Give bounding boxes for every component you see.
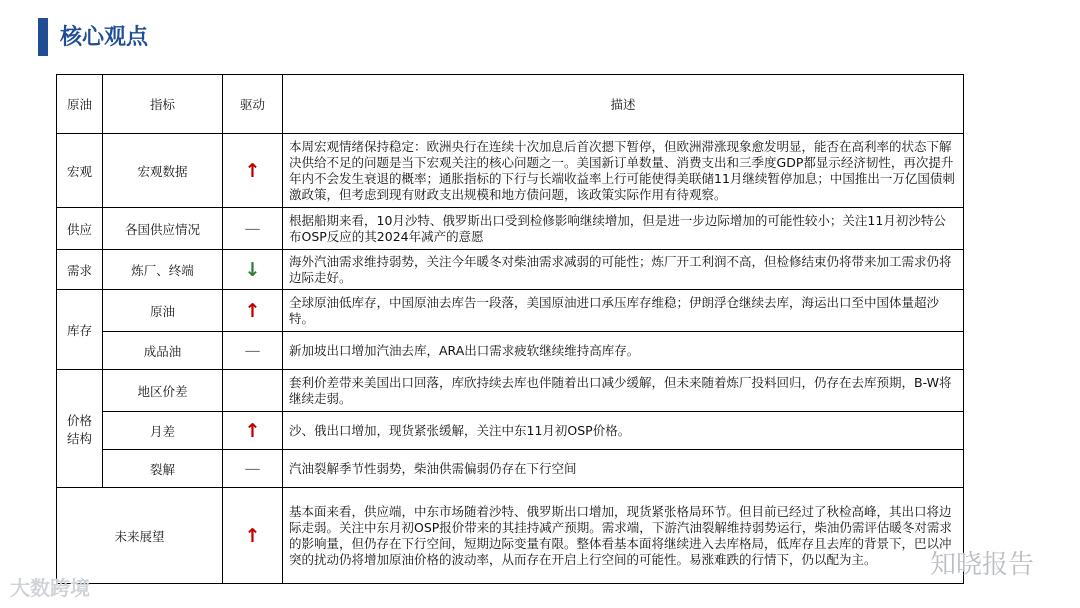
indicator-cell: 各国供应情况 (103, 208, 223, 250)
category-cell: 库存 (57, 290, 103, 370)
category-cell: 未来展望 (57, 488, 223, 584)
driver-cell (223, 250, 283, 290)
driver-cell (223, 412, 283, 450)
arrow-up-icon: ↑ (244, 299, 261, 322)
col-header-crude: 原油 (57, 75, 103, 134)
driver-cell (223, 370, 283, 412)
indicator-cell: 炼厂、终端 (103, 250, 223, 290)
table-header-row (57, 75, 964, 134)
description-cell: 海外汽油需求维持弱势，关注今年暖冬对柴油需求减弱的可能性；炼厂开工利润不高，但检修结束仍将带来加工需求仍将边际走好。 (283, 250, 964, 290)
indicator-cell: 原油 (103, 290, 223, 332)
dash-icon: — (244, 341, 261, 360)
table-row (57, 134, 964, 208)
category-cell: 供应 (57, 208, 103, 250)
table-row (57, 412, 964, 450)
table-row (57, 488, 964, 584)
category-cell: 价格结构 (57, 370, 103, 488)
driver-cell (223, 450, 283, 488)
indicator-cell: 裂解 (103, 450, 223, 488)
core-views-table (56, 74, 964, 584)
watermark-right: 知晓报告 (930, 550, 1035, 580)
description-cell: 根据船期来看，10月沙特、俄罗斯出口受到检修影响继续增加，但是进一步边际增加的可能性较小；关注11月初沙特公布OSP反应的其2024年减产的意愿 (283, 208, 964, 250)
description-cell: 本周宏观情绪保持稳定：欧洲央行在连续十次加息后首次摁下暂停，但欧洲滞涨现象愈发明显，能否在高利率的状态下解决供给不足的问题是当下宏观关注的核心问题之一。美国新订单数量、消费支出和三季度GDP都显示经济韧性，再次提升年内不会发生衰退的概率；通胀指标的下行与长端收益率上行可能使得美联储11月继续暂停加息；中国推出一万亿国债刺激政策，但考虑到现有财政支出规模和地方债问题，该政策实际作用有待观察。 (283, 134, 964, 208)
table-row (57, 208, 964, 250)
watermark-left: 大数跨境 (10, 576, 90, 600)
col-header-driver: 驱动 (223, 75, 283, 134)
table-row (57, 290, 964, 332)
arrow-down-icon: ↓ (244, 258, 261, 281)
description-cell: 沙、俄出口增加，现货紧张缓解，关注中东11月初OSP价格。 (283, 412, 964, 450)
dash-icon: — (244, 459, 261, 478)
description-cell: 套利价差带来美国出口回落，库欣持续去库也伴随着出口减少缓解，但未来随着炼厂投料回归，仍存在去库预期，B-W将继续走弱。 (283, 370, 964, 412)
driver-cell (223, 134, 283, 208)
category-cell: 宏观 (57, 134, 103, 208)
arrow-up-icon: ↑ (244, 159, 261, 182)
driver-cell (223, 208, 283, 250)
table-row (57, 250, 964, 290)
description-cell: 汽油裂解季节性弱势，柴油供需偏弱仍存在下行空间 (283, 450, 964, 488)
arrow-up-icon: ↑ (244, 524, 261, 547)
indicator-cell: 成品油 (103, 332, 223, 370)
page-title: 核心观点 (60, 25, 149, 50)
table-row (57, 370, 964, 412)
category-cell: 需求 (57, 250, 103, 290)
arrow-up-icon: ↑ (244, 419, 261, 442)
title-accent-bar (38, 18, 48, 56)
description-cell: 全球原油低库存，中国原油去库告一段落，美国原油进口承压库存维稳；伊朗浮仓继续去库，海运出口至中国体量超沙特。 (283, 290, 964, 332)
table-row (57, 450, 964, 488)
driver-cell (223, 488, 283, 584)
col-header-description: 描述 (283, 75, 964, 134)
description-cell: 基本面来看，供应端，中东市场随着沙特、俄罗斯出口增加，现货紧张格局环节。但目前已经过了秋检高峰，其出口将边际走弱。关注中东月初OSP报价带来的其挂持减产预期。需求端，下游汽油裂解维持弱势运行，柴油仍需评估暖冬对需求的影响量，但仍存在下行空间，短期边际变量有限。整体看基本面将继续进入去库格局，低库存且去库的背景下，巴以冲突的扰动仍将增加原油价格的波动率，从而存在开启上行空间的可能性。易涨难跌的行情下，仍以配为主。 (283, 488, 964, 584)
indicator-cell: 宏观数据 (103, 134, 223, 208)
driver-cell (223, 332, 283, 370)
dash-icon: — (244, 219, 261, 238)
col-header-indicator: 指标 (103, 75, 223, 134)
description-cell: 新加坡出口增加汽油去库，ARA出口需求疲软继续维持高库存。 (283, 332, 964, 370)
driver-cell (223, 290, 283, 332)
indicator-cell: 地区价差 (103, 370, 223, 412)
indicator-cell: 月差 (103, 412, 223, 450)
table-row (57, 332, 964, 370)
